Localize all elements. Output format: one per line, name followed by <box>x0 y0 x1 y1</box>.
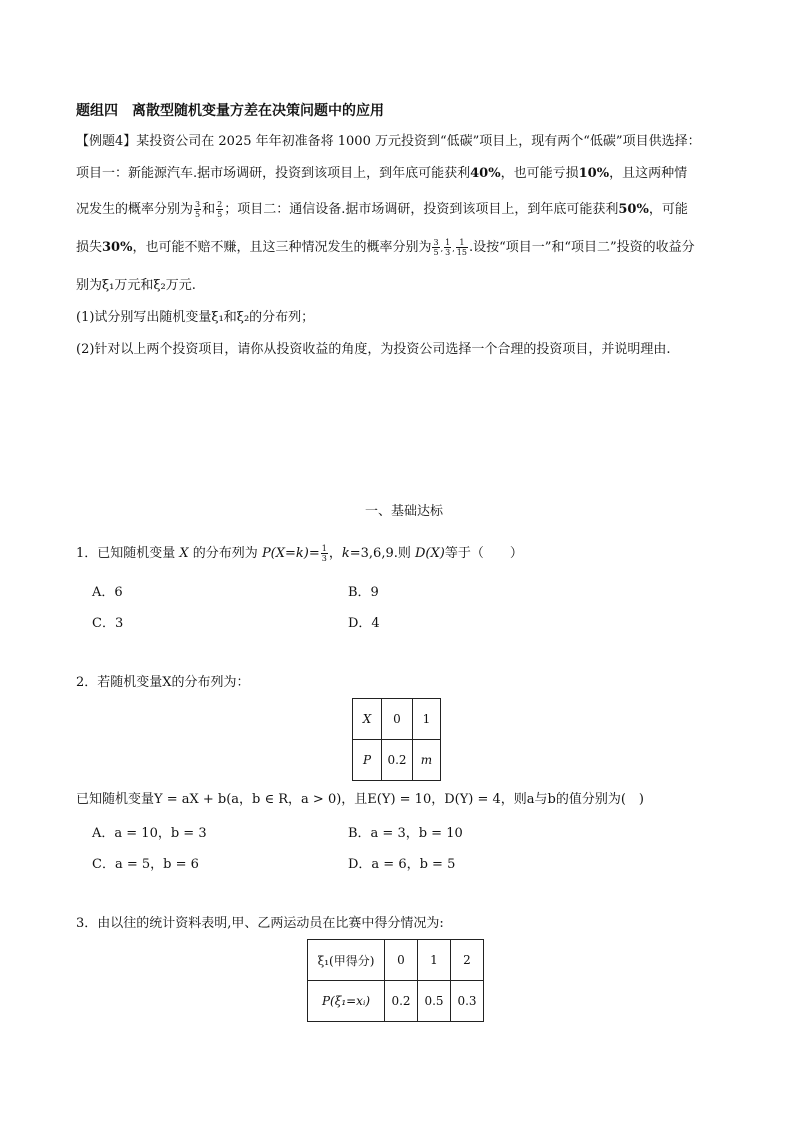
text-segment: .设按“项目一”和“项目二”投资的收益分 <box>468 240 695 255</box>
table-cell: 0.2 <box>385 981 418 1022</box>
problem-2-distribution-table <box>352 698 441 781</box>
example-line-1 <box>76 132 701 152</box>
table-cell: 0.3 <box>451 981 484 1022</box>
text-segment: ，且这两种情 <box>609 166 688 181</box>
table-cell: 0 <box>385 940 418 981</box>
fraction: $\frac{2}{5}$ <box>217 200 223 219</box>
table-cell: 1 <box>413 699 441 740</box>
percent-value: 30% <box>102 240 133 255</box>
example-line-3 <box>76 200 688 220</box>
table-cell: 0.2 <box>382 740 413 781</box>
fraction: $\frac{1}{3}$ <box>321 544 327 563</box>
text-segment: 和 <box>202 202 216 217</box>
problem-2-option-b: B．a = 3，b = 10 <box>348 826 463 841</box>
text-segment: ，也可能亏损 <box>500 166 579 181</box>
text-segment: ；项目二：通信设备.据市场调研，投资到该项目上，到年底可能获利 <box>224 202 619 217</box>
question-1: (1)试分别写出随机变量ξ₁和ξ₂的分布列； <box>76 310 315 325</box>
problem-3-score-table <box>307 939 484 1022</box>
problem-2-option-d: D．a = 6，b = 5 <box>348 857 456 872</box>
percent-value: 50% <box>618 202 649 217</box>
problem-3-stem: 3．由以往的统计资料表明,甲、乙两运动员在比赛中得分情况为: <box>76 916 444 931</box>
percent-value: 40% <box>470 166 501 181</box>
table-row <box>308 940 484 981</box>
example-tag: 【例题4】 <box>76 134 137 149</box>
table-cell: P <box>353 740 382 781</box>
problem-2-option-c: C．a = 5，b = 6 <box>92 857 199 872</box>
problem-1-option-a: A．6 <box>92 585 123 600</box>
problem-2-given: 已知随机变量Y = aX + b(a，b ∈ R，a > 0)，且E(Y) = 10，D(Y) = 4，则a与b的值分别为( ) <box>76 792 645 807</box>
table-cell: 0 <box>382 699 413 740</box>
problem-1-stem: 1．已知随机变量 X 的分布列为 P(X=k)= $\frac{1}{3}$ ，k=3,6,9.则 D(X)等于（ ） <box>76 544 523 563</box>
table-row <box>353 740 441 781</box>
example-line-2 <box>76 164 687 184</box>
table-cell: 2 <box>451 940 484 981</box>
table-row <box>353 699 441 740</box>
problem-1-option-d: D．4 <box>348 616 380 631</box>
text-segment: 况发生的概率分别为 <box>76 202 194 217</box>
problem-2-stem: 2．若随机变量X的分布列为： <box>76 675 250 690</box>
fraction: $\frac{3}{5}$ <box>433 238 439 257</box>
table-cell: X <box>353 699 382 740</box>
problem-1-option-c: C．3 <box>92 616 124 631</box>
table-cell: 0.5 <box>418 981 451 1022</box>
example-text-1: 某投资公司在 2025 年年初准备将 1000 万元投资到“低碳”项目上，现有两个“低碳”项目供选择： <box>136 134 701 149</box>
example-line-5: 别为ξ₁万元和ξ₂万元. <box>76 278 196 293</box>
fraction: $\frac{1}{15}$ <box>456 238 467 257</box>
text-segment: ，也可能不赔不赚，且这三种情况发生的概率分别为 <box>132 240 432 255</box>
group-title: 题组四 离散型随机变量方差在决策问题中的应用 <box>76 103 384 119</box>
table-cell: ξ₁(甲得分) <box>308 940 385 981</box>
table-cell: m <box>413 740 441 781</box>
fraction: $\frac{1}{3}$ <box>445 238 451 257</box>
table-row <box>308 981 484 1022</box>
problem-2-option-a: A．a = 10，b = 3 <box>92 826 207 841</box>
text-segment: 损失 <box>76 240 103 255</box>
question-2: (2)针对以上两个投资项目，请你从投资收益的角度，为投资公司选择一个合理的投资项目，并说明理由. <box>76 342 671 357</box>
fraction: $\frac{3}{5}$ <box>195 200 201 219</box>
percent-value: 10% <box>578 166 610 181</box>
problem-1-option-b: B．9 <box>348 585 379 600</box>
text-segment: ，可能 <box>648 202 688 217</box>
section-title: 一、基础达标 <box>365 504 444 519</box>
text-segment: 项目一：新能源汽车.据市场调研，投资到该项目上，到年底可能获利 <box>76 166 471 181</box>
table-cell: P(ξ₁=xᵢ) <box>308 981 385 1022</box>
table-cell: 1 <box>418 940 451 981</box>
example-line-4: 损失30%，也可能不赔不赚，且这三种情况发生的概率分别为 $\frac{3}{5}$ , $\frac{1}{3}$ , $\frac{1}{15}$ .设按“项目一”和“项目二”投资的收益分 <box>76 238 695 257</box>
